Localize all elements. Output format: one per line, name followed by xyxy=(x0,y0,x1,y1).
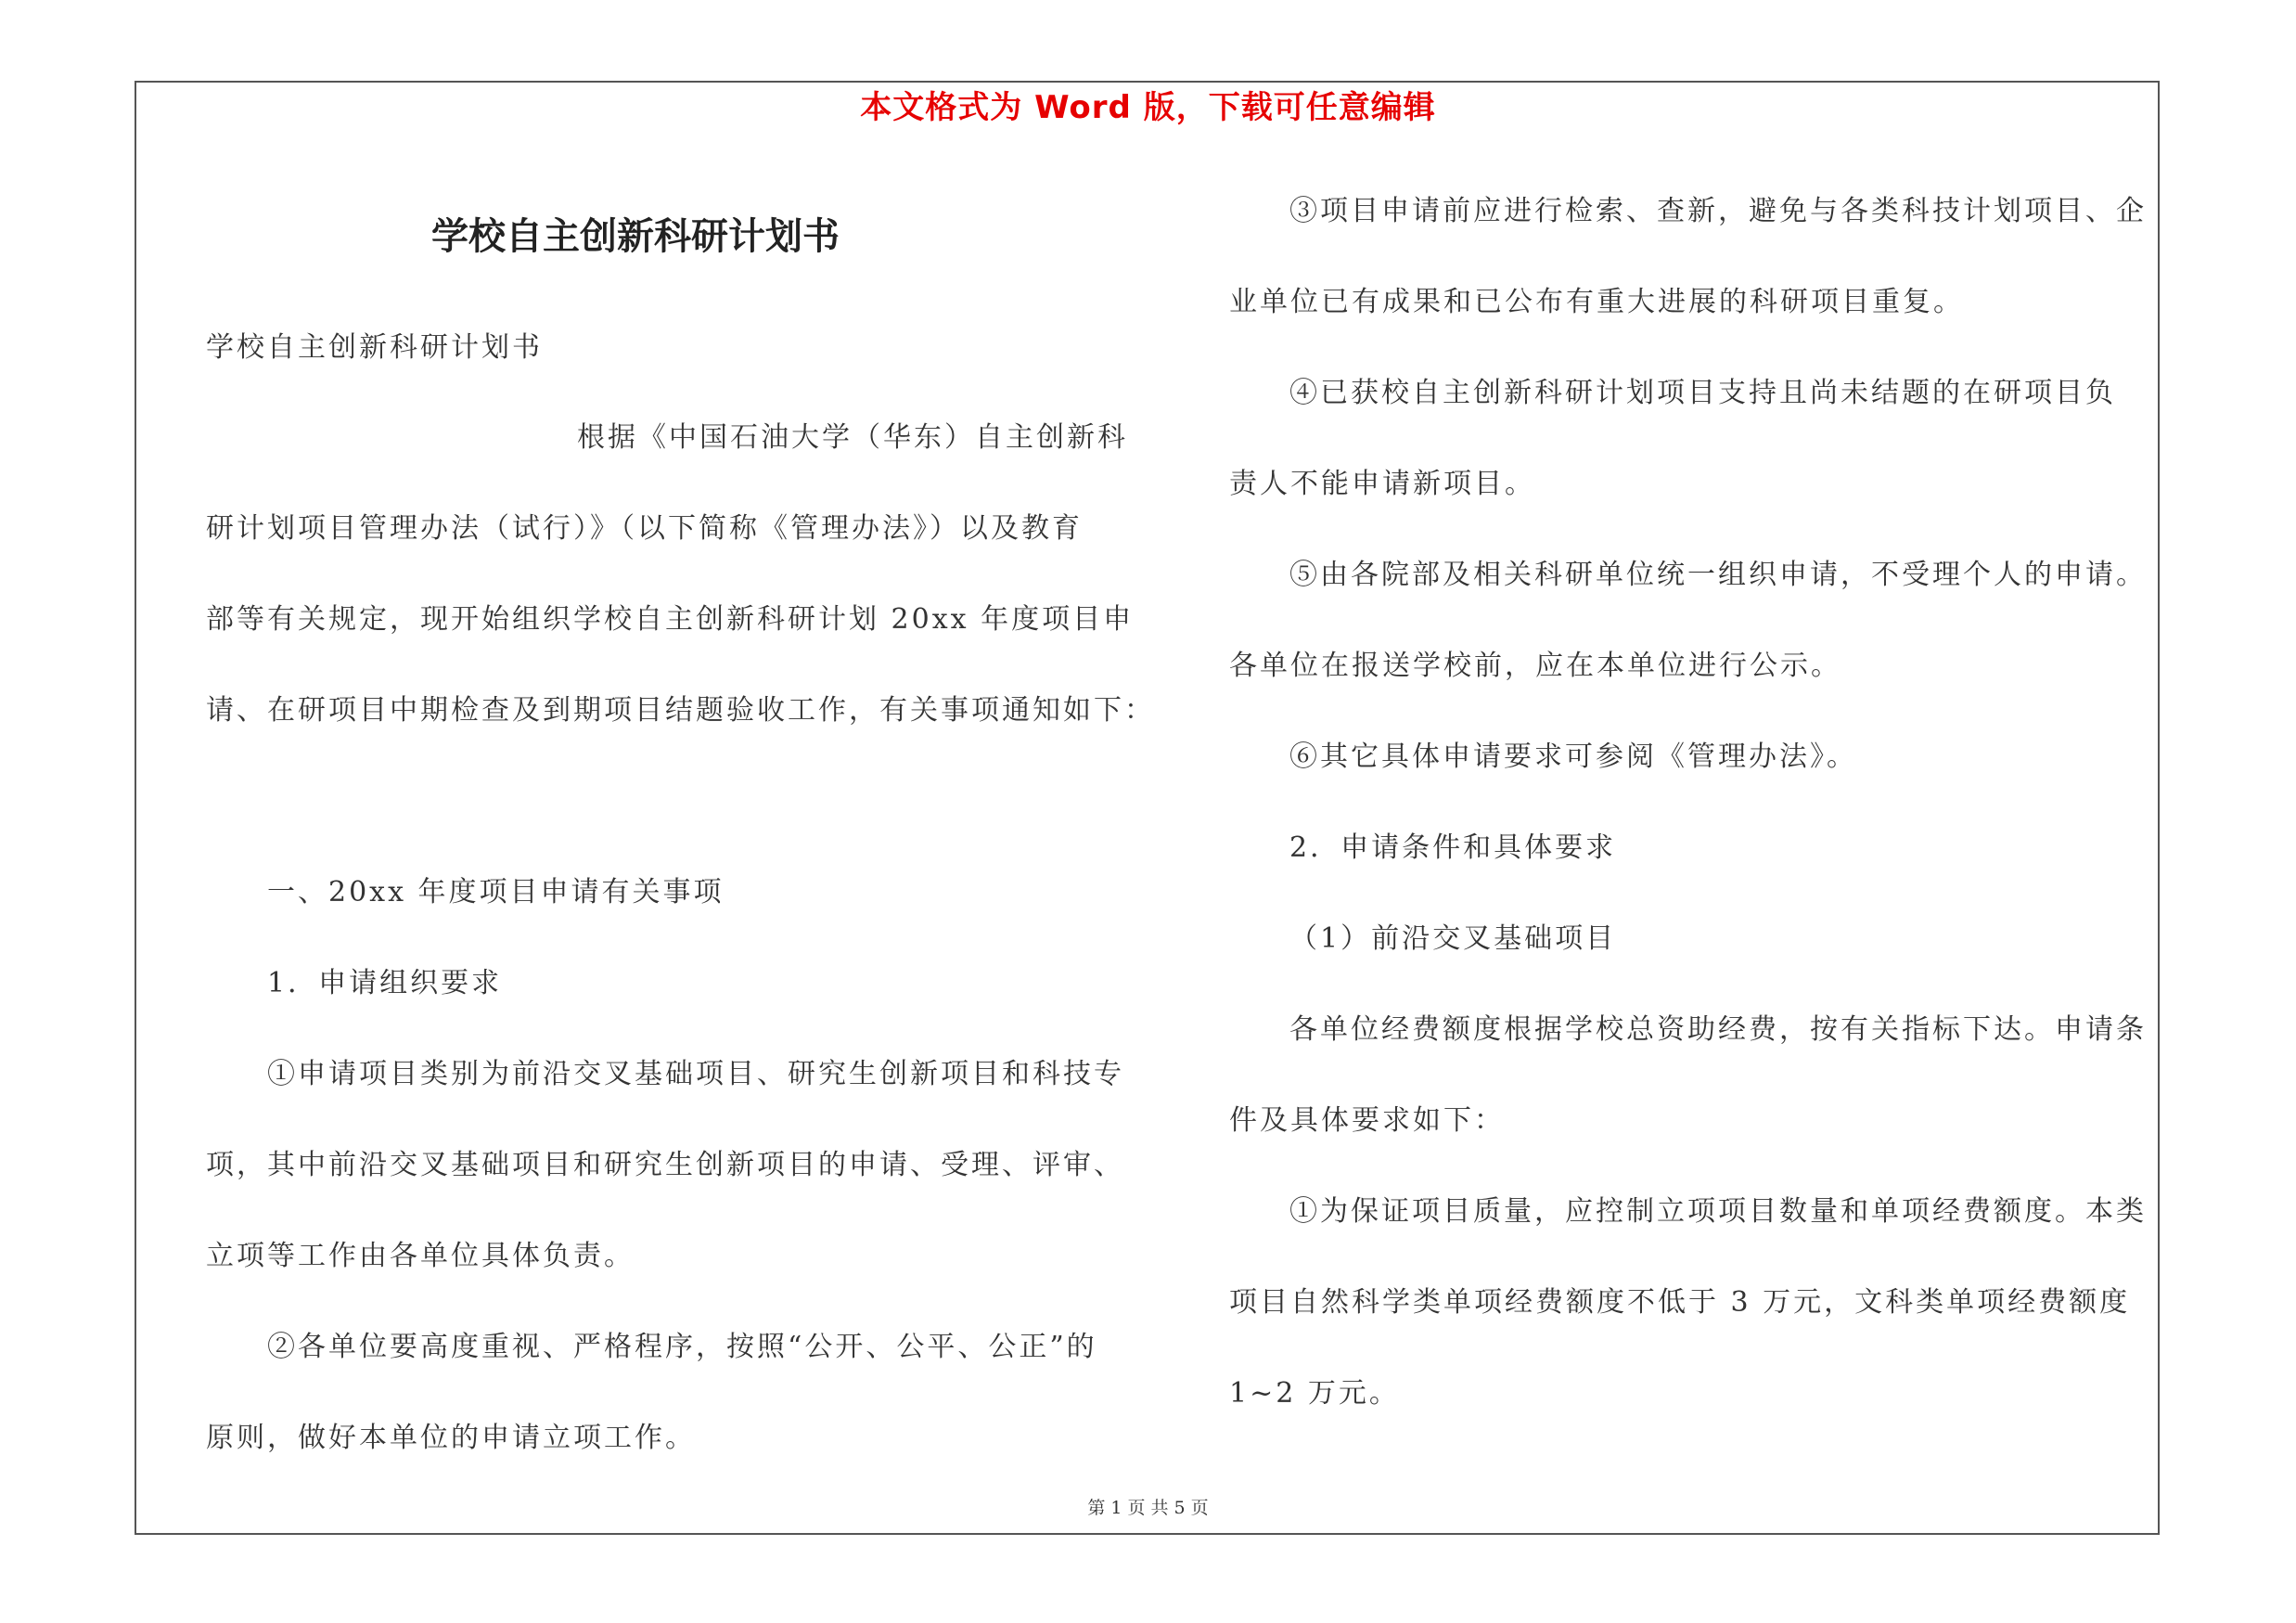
paragraph-line: 项目自然科学类单项经费额度不低于 3 万元，文科类单项经费额度 xyxy=(1229,1286,2131,1319)
paragraph-line: 责人不能申请新项目。 xyxy=(1229,468,1535,500)
paragraph-line: 研计划项目管理办法（试行）》（以下简称《管理办法》）以及教育 xyxy=(206,512,1083,545)
paragraph-line: 部等有关规定，现开始组织学校自主创新科研计划 20xx 年度项目申 xyxy=(206,603,1135,636)
paragraph-line: 项，其中前沿交叉基础项目和研究生创新项目的申请、受理、评审、 xyxy=(206,1149,1124,1181)
paragraph-line: 1~2 万元。 xyxy=(1229,1377,1400,1410)
paragraph-line: 原则，做好本单位的申请立项工作。 xyxy=(206,1422,696,1454)
paragraph-line: ⑤由各院部及相关科研单位统一组织申请，不受理个人的申请。 xyxy=(1289,559,2147,591)
paragraph-line: ②各单位要高度重视、严格程序，按照“公开、公平、公正”的 xyxy=(267,1331,1097,1363)
paragraph-line: 业单位已有成果和已公布有重大进展的科研项目重复。 xyxy=(1229,286,1964,318)
paragraph-line: 立项等工作由各单位具体负责。 xyxy=(206,1240,635,1272)
paragraph-line: ⑥其它具体申请要求可参阅《管理办法》。 xyxy=(1289,741,1857,773)
document-title: 学校自主创新科研计划书 xyxy=(431,214,840,258)
subsection-heading: 1．申请组织要求 xyxy=(267,967,503,999)
paragraph-line: 件及具体要求如下： xyxy=(1229,1104,1505,1137)
paragraph-line: 各单位在报送学校前，应在本单位进行公示。 xyxy=(1229,650,1841,682)
subsection-heading: （1）前沿交叉基础项目 xyxy=(1289,922,1617,955)
paragraph-line: ①为保证项目质量，应控制立项项目数量和单项经费额度。本类 xyxy=(1289,1195,2147,1228)
paragraph-line: 根据《中国石油大学（华东）自主创新科 xyxy=(577,421,1128,454)
section-heading: 一、20xx 年度项目申请有关事项 xyxy=(267,876,725,908)
paragraph-line: ①申请项目类别为前沿交叉基础项目、研究生创新项目和科技专 xyxy=(267,1058,1124,1090)
page-footer: 第 1 页 共 5 页 xyxy=(1087,1498,1209,1518)
word-format-banner: 本文格式为 Word 版，下载可任意编辑 xyxy=(860,89,1436,126)
paragraph-line: 请、在研项目中期检查及到期项目结题验收工作，有关事项通知如下： xyxy=(206,694,1155,727)
paragraph-line: ③项目申请前应进行检索、查新，避免与各类科技计划项目、企 xyxy=(1289,195,2147,227)
paragraph-line: 学校自主创新科研计划书 xyxy=(206,331,543,364)
paragraph-line: 各单位经费额度根据学校总资助经费，按有关指标下达。申请条 xyxy=(1289,1013,2147,1046)
subsection-heading: 2．申请条件和具体要求 xyxy=(1289,831,1617,864)
paragraph-line: ④已获校自主创新科研计划项目支持且尚未结题的在研项目负 xyxy=(1289,377,2116,409)
